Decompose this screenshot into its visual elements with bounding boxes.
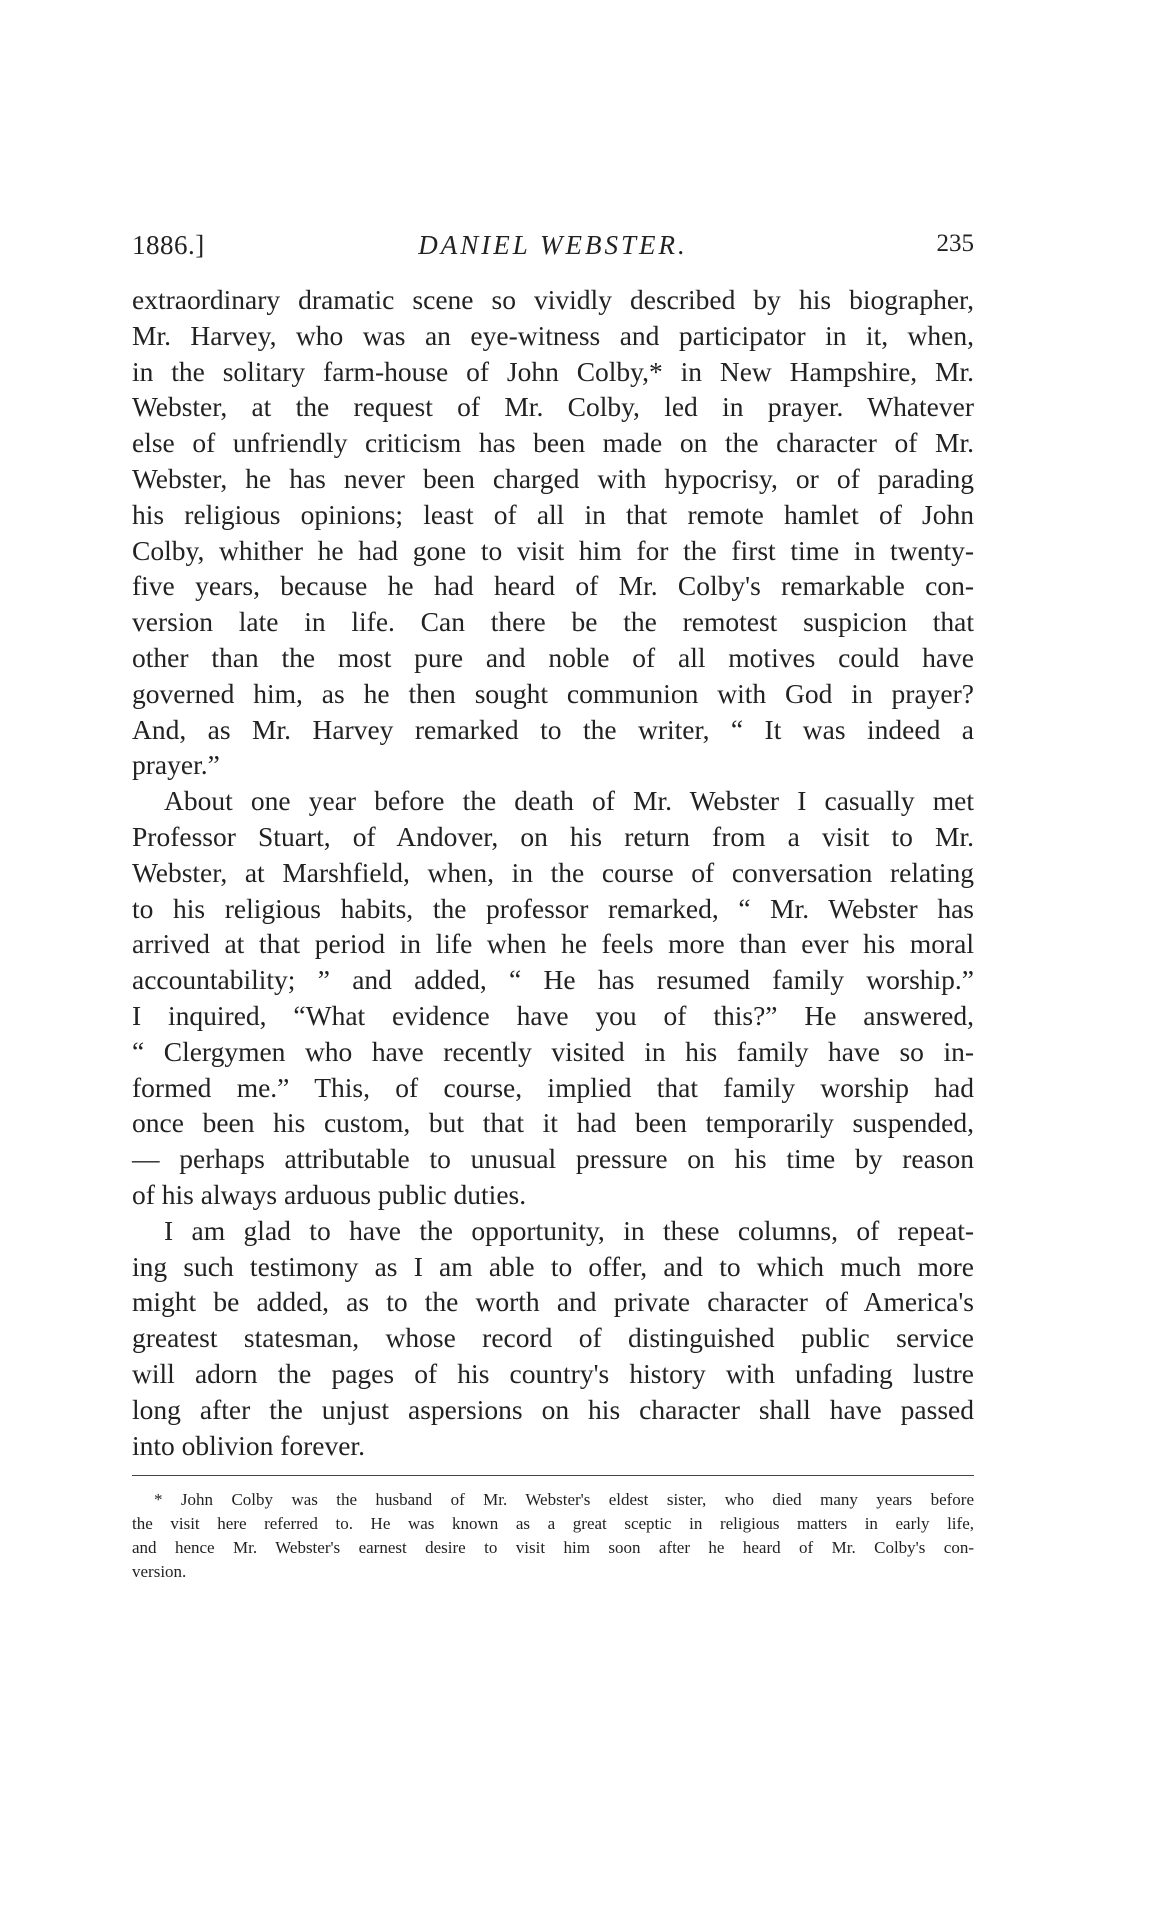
footnote: [132, 1488, 974, 1584]
text-line: his religious opinions; least of all in that remote hamlet of John: [132, 498, 974, 530]
paragraph-start-line: I am glad to have the opportunity, in these columns, of repeat-: [164, 1214, 974, 1246]
text-line: Mr. Harvey, who was an eye-witness and participator in it, when,: [132, 319, 974, 351]
text-line: long after the unjust aspersions on his character shall have passed: [132, 1393, 974, 1425]
text-line: will adorn the pages of his country's history with unfading lustre: [132, 1357, 974, 1389]
text-line: five years, because he had heard of Mr. Colby's remarkable con-: [132, 570, 974, 602]
text-line: of his always arduous public duties.: [132, 1178, 527, 1210]
text-line: prayer.”: [132, 749, 220, 781]
text-line: formed me.” This, of course, implied that family worship had: [132, 1071, 974, 1103]
text-line: to his religious habits, the professor remarked, “ Mr. Webster has: [132, 892, 974, 924]
text-line: And, as Mr. Harvey remarked to the writer, “ It was indeed a: [132, 713, 974, 745]
footnote-line: the visit here referred to. He was known as a great sceptic in religious matters in early life,: [132, 1514, 974, 1533]
header-year: 1886.]: [132, 230, 205, 260]
text-line: accountability; ” and added, “ He has resumed family worship.”: [132, 964, 974, 996]
footnote-line: version.: [132, 1562, 187, 1581]
header-title: DANIEL WEBSTER.: [418, 230, 688, 260]
footnote-divider: [132, 1475, 974, 1476]
text-line: arrived at that period in life when he feels more than ever his moral: [132, 928, 974, 960]
text-line: might be added, as to the worth and private character of America's: [132, 1286, 974, 1318]
text-line: Webster, at the request of Mr. Colby, led in prayer. Whatever: [132, 391, 974, 423]
text-line: I inquired, “What evidence have you of this?” He answered,: [132, 999, 974, 1031]
text-line: once been his custom, but that it had been temporarily suspended,: [132, 1107, 974, 1139]
footnote-line: * John Colby was the husband of Mr. Webster's eldest sister, who died many years before: [154, 1490, 974, 1509]
text-line: Webster, he has never been charged with hypocrisy, or of parading: [132, 462, 974, 494]
text-line: ing such testimony as I am able to offer, and to which much more: [132, 1250, 974, 1282]
text-line: extraordinary dramatic scene so vividly described by his biographer,: [132, 284, 974, 315]
text-line: else of unfriendly criticism has been made on the character of Mr.: [132, 427, 974, 459]
text-line: other than the most pure and noble of all motives could have: [132, 641, 974, 673]
text-line: greatest statesman, whose record of distinguished public service: [132, 1322, 974, 1354]
text-line: — perhaps attributable to unusual pressure on his time by reason: [132, 1143, 974, 1175]
text-line: into oblivion forever.: [132, 1429, 365, 1461]
running-head: [132, 230, 974, 270]
page-number: 235: [936, 230, 974, 257]
text-line: Colby, whither he had gone to visit him for the first time in twenty-: [132, 534, 974, 566]
text-line: version late in life. Can there be the remotest suspicion that: [132, 606, 974, 638]
text-line: Webster, at Marshfield, when, in the course of conversation relating: [132, 856, 974, 888]
text-line: Professor Stuart, of Andover, on his return from a visit to Mr.: [132, 820, 974, 852]
text-line: in the solitary farm-house of John Colby,* in New Hampshire, Mr.: [132, 355, 974, 387]
paragraph-start-line: About one year before the death of Mr. Webster I casually met: [164, 785, 974, 817]
text-line: “ Clergymen who have recently visited in his family have so in-: [132, 1035, 974, 1067]
text-line: governed him, as he then sought communion with God in prayer?: [132, 677, 974, 709]
footnote-line: and hence Mr. Webster's earnest desire to visit him soon after he heard of Mr. Colby's con-: [132, 1538, 974, 1557]
body-text: [132, 282, 974, 1463]
